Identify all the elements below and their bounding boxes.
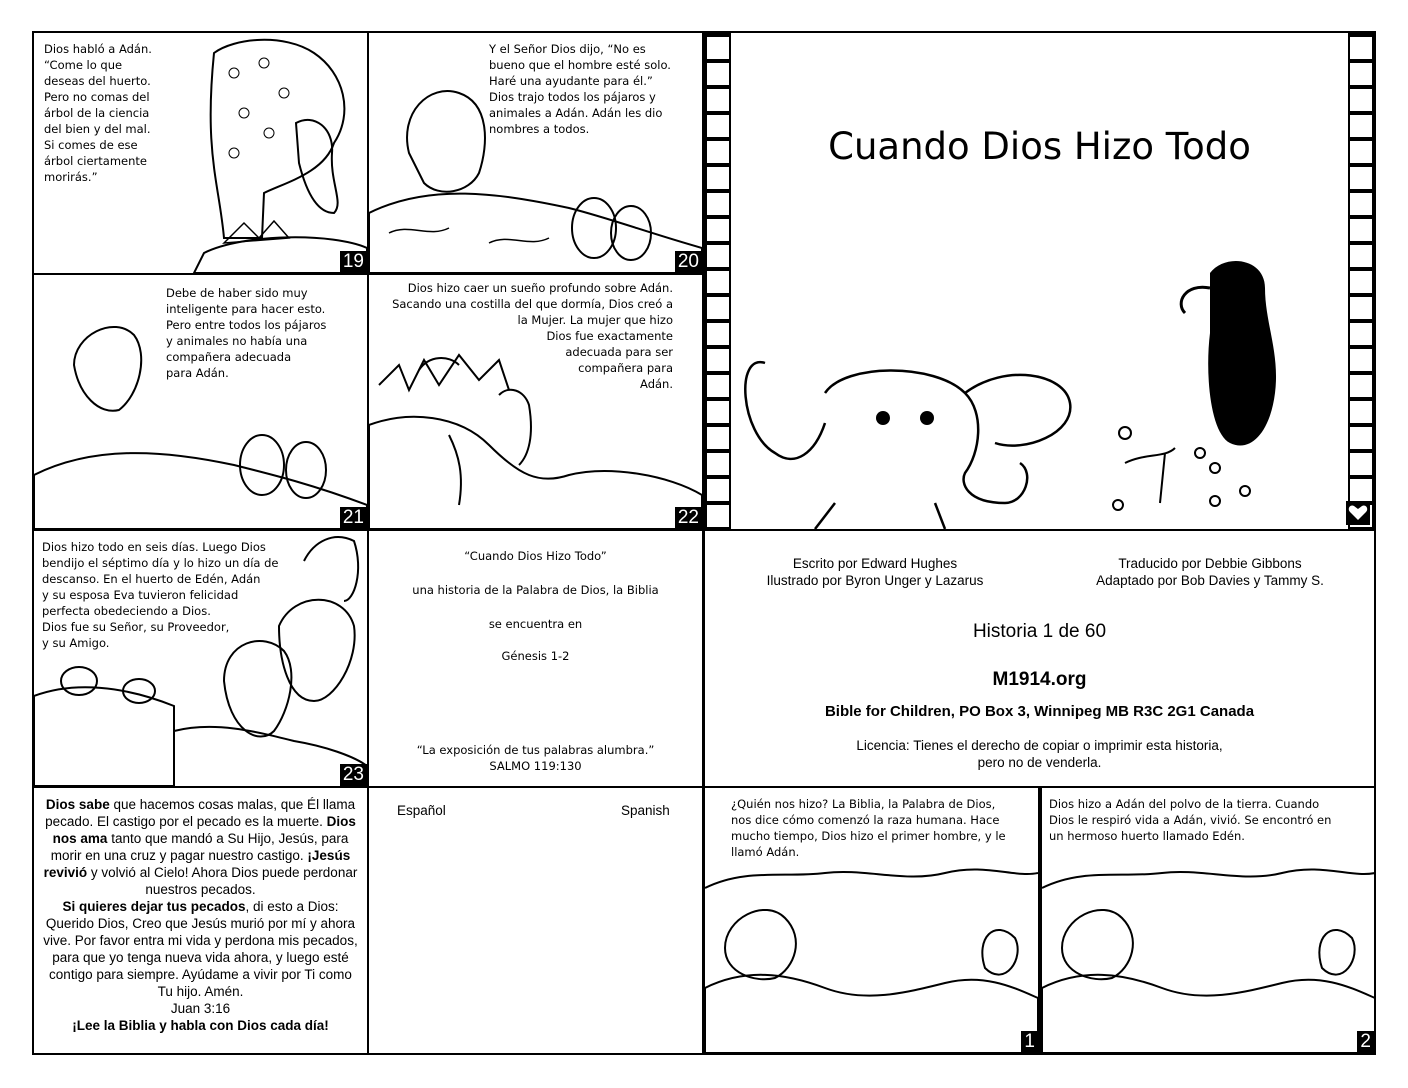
illustrated-by: Ilustrado por Byron Unger y Lazarus bbox=[766, 573, 984, 588]
page-number: 2 bbox=[1357, 1031, 1374, 1053]
gospel-panel bbox=[32, 786, 369, 1055]
gospel-bold-4: Si quieres dejar tus pecados bbox=[62, 899, 246, 914]
gospel-closing: ¡Lee la Biblia y habla con Dios cada día! bbox=[72, 1018, 329, 1033]
translated-by: Traducido por Debbie Gibbons bbox=[1118, 556, 1302, 571]
info-panel bbox=[367, 529, 704, 788]
gospel-text-3: y volvió al Cielo! Ahora Dios puede perdonar nuestros pecados. bbox=[87, 865, 358, 897]
panel-19 bbox=[32, 31, 369, 275]
page-number: 19 bbox=[340, 251, 367, 273]
panel-text: Dios hizo todo en seis días. Luego Dios bendijo el séptimo día y lo hizo un día de descanso. En el huerto de Edén, Adán y su esposa Eva tuvieron felicidad perfecta obedeciendo a Dios. Dios fue su Señor, su Proveedor, y su Amigo. bbox=[42, 540, 279, 650]
gospel-message bbox=[42, 796, 359, 1034]
panel-22 bbox=[367, 273, 704, 531]
cover-illustration bbox=[705, 33, 1374, 529]
panel-text: ¿Quién nos hizo? La Biblia, la Palabra de Dios, nos dice cómo comenzó la raza humana. Hace mucho tiempo, Dios hizo el primer hombre, y le llamó Adán. bbox=[731, 797, 1006, 859]
page-number: 21 bbox=[340, 507, 367, 529]
panel-text: Debe de haber sido muy inteligente para hacer esto. Pero entre todos los pájaros y animales no había una compañera adecuada para Adán. bbox=[166, 286, 327, 380]
credits-panel bbox=[703, 529, 1376, 788]
panel-2 bbox=[1040, 786, 1376, 1055]
gospel-bold-1: Dios sabe bbox=[45, 797, 110, 812]
heart-icon bbox=[1346, 501, 1370, 525]
page-number: 20 bbox=[675, 251, 702, 273]
gospel-bold-3: ¡Jesús revivió bbox=[43, 848, 351, 880]
gospel-text-4: , di esto a Dios: Querido Dios, Creo que Jesús murió por mí y ahora vive. Por favor entra mi vida y perdona mis pecados, para que yo tenga nueva vida ahora, y luego esté contigo para siempre. Ayúdame a vivir por Ti como Tu hijo. Amén. bbox=[43, 899, 358, 999]
language-panel bbox=[367, 786, 704, 1055]
panel-20 bbox=[367, 31, 704, 275]
panel-23 bbox=[32, 529, 369, 788]
license-line-1: Licencia: Tienes el derecho de copiar o imprimir esta historia, bbox=[856, 738, 1223, 753]
title-quote: “Cuando Dios Hizo Todo” bbox=[464, 549, 607, 563]
written-by: Escrito por Edward Hughes bbox=[792, 556, 958, 571]
language-english: Spanish bbox=[621, 803, 670, 818]
panel-text: Dios hizo a Adán del polvo de la tierra. Cuando Dios le respiró vida a Adán, vivió. Se encontró en un hermoso huerto llamado Edén. bbox=[1049, 797, 1332, 843]
panel-text: Dios hizo caer un sueño profundo sobre Adán. Sacando una costilla del que dormía, Dios creó a la Mujer. La mujer que hizo Dios fue exactamente adecuada para ser compañera para Adán. bbox=[392, 281, 673, 391]
mailing-address: Bible for Children, PO Box 3, Winnipeg MB R3C 2G1 Canada bbox=[824, 703, 1255, 720]
gospel-text-2: tanto que mandó a Su Hijo, Jesús, para morir en una cruz y pagar nuestro castigo. bbox=[50, 831, 349, 863]
page-number: 1 bbox=[1021, 1031, 1038, 1053]
subtitle: una historia de la Palabra de Dios, la Biblia bbox=[412, 583, 659, 597]
panel-text: Y el Señor Dios dijo, “No es bueno que el hombre esté solo. Haré una ayudante para él.” Dios trajo todos los pájaros y animales a Adán. Adán les dio nombres a todos. bbox=[489, 42, 671, 136]
found-in: se encuentra en bbox=[488, 617, 583, 631]
story-count: Historia 1 de 60 bbox=[972, 621, 1107, 642]
adapted-by: Adaptado por Bob Davies y Tammy S. bbox=[1096, 573, 1324, 588]
panel-1 bbox=[703, 786, 1040, 1055]
license-line-2: pero no de venderla. bbox=[977, 755, 1102, 770]
gospel-text-1: que hacemos cosas malas, que Él llama pecado. El castigo por el pecado es la muerte. bbox=[45, 797, 356, 829]
page-number: 22 bbox=[675, 507, 702, 529]
panel-21 bbox=[32, 273, 369, 531]
cover-title: Cuando Dios Hizo Todo bbox=[828, 125, 1251, 168]
gospel-reference: Juan 3:16 bbox=[170, 1001, 231, 1016]
language-native: Español bbox=[397, 803, 446, 818]
verse: “La exposición de tus palabras alumbra.” bbox=[416, 743, 655, 757]
panel-text: Dios habló a Adán. “Come lo que deseas del huerto. Pero no comas del árbol de la ciencia del bien y del mal. Si comes de ese árbol ciertamente morirás.” bbox=[44, 42, 152, 184]
verse-reference: SALMO 119:130 bbox=[489, 759, 582, 773]
cover-panel bbox=[703, 31, 1376, 531]
website: M1914.org bbox=[992, 669, 1087, 690]
gospel-bold-2: Dios nos ama bbox=[52, 814, 356, 846]
scripture-reference: Génesis 1-2 bbox=[501, 649, 570, 663]
page-number: 23 bbox=[340, 764, 367, 786]
